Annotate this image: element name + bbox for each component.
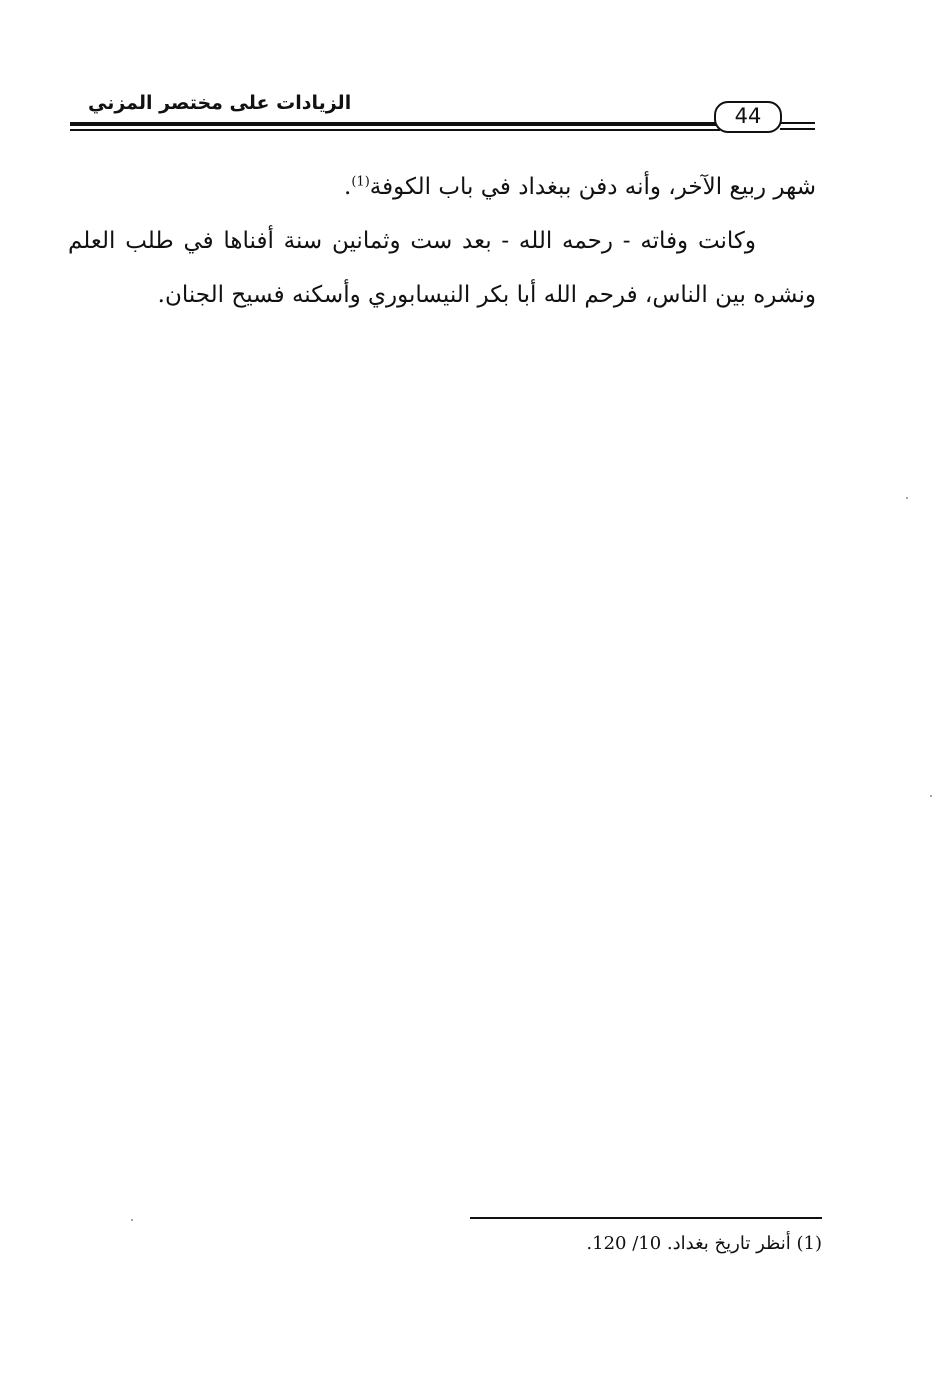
header-rule-thin: [70, 129, 720, 131]
header-rule-right-bottom: [780, 128, 815, 130]
page-number: 44: [714, 101, 782, 133]
header-rule-right-top: [780, 122, 815, 124]
footnote-separator: [470, 1217, 822, 1219]
footnote-reference: (1): [351, 174, 370, 190]
running-header: [70, 88, 815, 138]
paragraph-1-text: شهر ربيع الآخر، وأنه دفن ببغداد في باب الكوفة: [369, 174, 816, 200]
header-title: الزيادات على مختصر المزني: [88, 92, 352, 114]
paragraph-1: [68, 160, 816, 214]
footnote-1: (1) أنظر تاريخ بغداد. 10/ 120.: [586, 1233, 822, 1254]
paragraph-1-end: .: [344, 174, 352, 200]
paragraph-2: وكانت وفاته - رحمه الله - بعد ست وثمانين سنة أفناها في طلب العلم ونشره بين الناس، فرحم الله أبا بكر النيسابوري وأسكنه فسيح الجنان.: [68, 228, 816, 308]
header-rule-thick: [70, 122, 720, 126]
body-text: [68, 160, 816, 322]
scan-speck: [131, 1219, 133, 1221]
scan-speck: [930, 795, 932, 797]
scan-speck: [906, 497, 908, 499]
